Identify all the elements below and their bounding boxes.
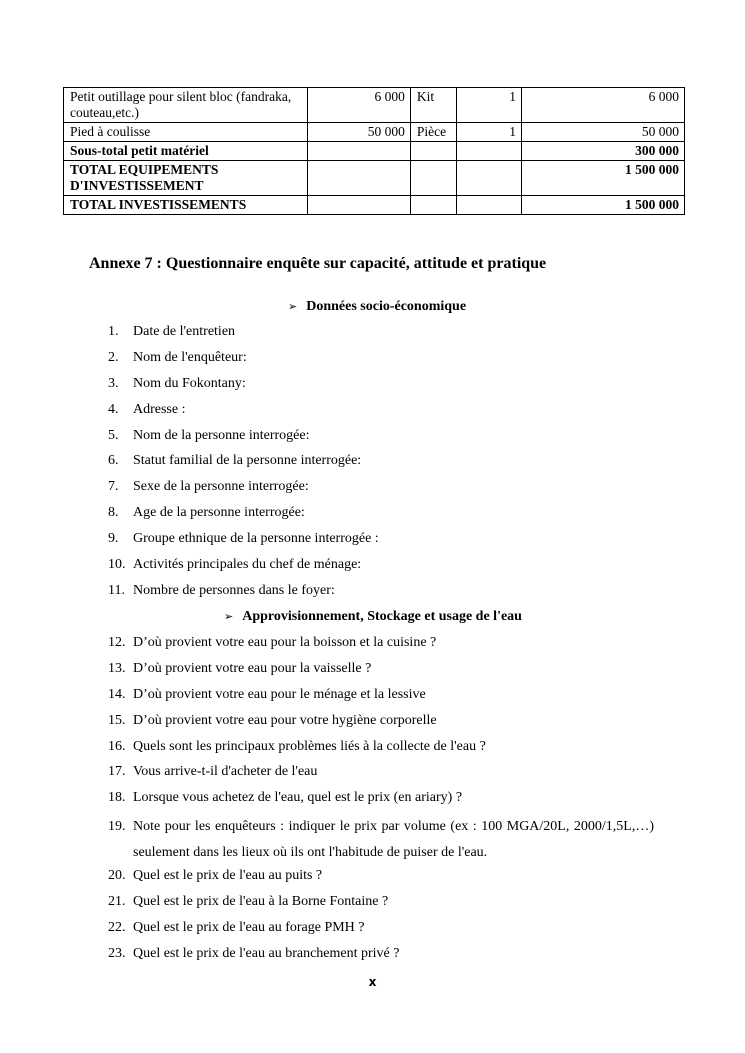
question-number: 7. bbox=[108, 479, 119, 495]
table-cell-label: Sous-total petit matériel bbox=[64, 142, 308, 161]
question-text: D’où provient votre eau pour la boisson et la cuisine ? bbox=[133, 635, 437, 650]
question-item bbox=[108, 477, 654, 503]
question-text: Nom de la personne interrogée: bbox=[133, 427, 310, 443]
question-item bbox=[108, 762, 654, 788]
question-number: 15. bbox=[108, 712, 126, 728]
table-row bbox=[64, 88, 685, 123]
question-number: 21. bbox=[108, 894, 126, 910]
question-number: 3. bbox=[108, 375, 119, 391]
question-text: D’où provient votre eau pour le ménage et la lessive bbox=[133, 686, 426, 702]
question-text: Adresse : bbox=[133, 401, 186, 417]
question-text: Quel est le prix de l'eau à la Borne Fontaine ? bbox=[133, 894, 389, 910]
question-item bbox=[108, 892, 654, 918]
question-number: 1. bbox=[108, 324, 119, 339]
question-item bbox=[108, 348, 654, 374]
question-text: Nombre de personnes dans le foyer: bbox=[133, 582, 335, 598]
question-number: 13. bbox=[108, 660, 126, 676]
question-text: D’où provient votre eau pour la vaisselle ? bbox=[133, 660, 372, 676]
table-cell-unit-price: 6 000 bbox=[307, 88, 410, 123]
table-cell-label: TOTAL INVESTISSEMENTS bbox=[64, 196, 308, 215]
question-item bbox=[108, 426, 654, 452]
table-cell-unit bbox=[410, 161, 456, 196]
table-cell-unit-price bbox=[307, 161, 410, 196]
question-number: 18. bbox=[108, 790, 126, 806]
table-cell-qty: 1 bbox=[456, 88, 521, 123]
question-number: 4. bbox=[108, 401, 119, 417]
question-text: Age de la personne interrogée: bbox=[133, 505, 305, 521]
section-heading-water-supply bbox=[224, 609, 522, 625]
table-cell-total: 300 000 bbox=[522, 142, 685, 161]
question-number: 2. bbox=[108, 349, 119, 365]
question-text: Nom de l'enquêteur: bbox=[133, 349, 247, 365]
question-item bbox=[108, 451, 654, 477]
question-item bbox=[108, 503, 654, 529]
table-cell-label: TOTAL EQUIPEMENTS D'INVESTISSEMENT bbox=[64, 161, 308, 196]
table-cell-qty bbox=[456, 196, 521, 215]
question-item bbox=[108, 529, 654, 555]
table-row bbox=[64, 123, 685, 142]
question-number: 22. bbox=[108, 920, 126, 936]
question-text: Vous arrive-t-il d'acheter de l'eau bbox=[133, 764, 318, 780]
table-row bbox=[64, 161, 685, 196]
question-text: Statut familial de la personne interrogée: bbox=[133, 453, 362, 469]
table-cell-qty bbox=[456, 142, 521, 161]
question-text: Date de l'entretien bbox=[133, 324, 236, 339]
question-item bbox=[108, 814, 654, 866]
question-item bbox=[108, 374, 654, 400]
arrow-bullet-icon: ➢ bbox=[224, 611, 234, 623]
question-text: Note pour les enquêteurs : indiquer le prix par volume (ex : 100 MGA/20L, 2000/1,5L,…) seulement dans les lieux où ils ont l'habitude de puiser de l'eau. bbox=[133, 819, 654, 861]
question-number: 14. bbox=[108, 686, 126, 702]
table-cell-unit bbox=[410, 196, 456, 215]
question-text: Quel est le prix de l'eau au forage PMH ? bbox=[133, 920, 365, 936]
question-list-water-supply bbox=[108, 633, 654, 970]
table-row bbox=[64, 142, 685, 161]
question-text: Nom du Fokontany: bbox=[133, 375, 246, 391]
question-item bbox=[108, 581, 654, 607]
table-cell-unit-price: 50 000 bbox=[307, 123, 410, 142]
table-cell-total: 1 500 000 bbox=[522, 161, 685, 196]
table-cell-qty bbox=[456, 161, 521, 196]
question-number: 16. bbox=[108, 738, 126, 754]
question-text: Lorsque vous achetez de l'eau, quel est le prix (en ariary) ? bbox=[133, 790, 463, 806]
table-cell-unit-price bbox=[307, 142, 410, 161]
question-number: 23. bbox=[108, 945, 126, 961]
question-text: Quel est le prix de l'eau au puits ? bbox=[133, 868, 323, 884]
question-number: 20. bbox=[108, 868, 126, 884]
question-number: 5. bbox=[108, 427, 119, 443]
question-text: Quel est le prix de l'eau au branchement privé ? bbox=[133, 945, 400, 961]
question-item bbox=[108, 918, 654, 944]
question-text: Sexe de la personne interrogée: bbox=[133, 479, 309, 495]
table-cell-unit-price bbox=[307, 196, 410, 215]
table-cell-label: Pied à coulisse bbox=[64, 123, 308, 142]
arrow-bullet-icon: ➢ bbox=[288, 301, 298, 313]
table-cell-label: Petit outillage pour silent bloc (fandraka, couteau,etc.) bbox=[64, 88, 308, 123]
table-cell-unit: Pièce bbox=[410, 123, 456, 142]
section-title: Approvisionnement, Stockage et usage de l'eau bbox=[242, 609, 522, 624]
question-number: 6. bbox=[108, 453, 119, 469]
question-item bbox=[108, 659, 654, 685]
question-text: D’où provient votre eau pour votre hygiène corporelle bbox=[133, 712, 437, 728]
question-number: 10. bbox=[108, 557, 126, 573]
question-number: 11. bbox=[108, 582, 125, 598]
table-cell-total: 50 000 bbox=[522, 123, 685, 142]
table-cell-unit: Kit bbox=[410, 88, 456, 123]
section-heading-socio-economic bbox=[288, 299, 466, 315]
question-list-socio-economic bbox=[108, 322, 654, 607]
question-item bbox=[108, 685, 654, 711]
question-number: 19. bbox=[108, 819, 126, 835]
question-item bbox=[108, 711, 654, 737]
question-item bbox=[108, 633, 654, 659]
question-number: 9. bbox=[108, 531, 119, 547]
table-cell-qty: 1 bbox=[456, 123, 521, 142]
question-item bbox=[108, 322, 654, 348]
question-item bbox=[108, 788, 654, 814]
question-item bbox=[108, 944, 654, 970]
table-cell-total: 6 000 bbox=[522, 88, 685, 123]
question-number: 17. bbox=[108, 764, 126, 780]
table-cell-unit bbox=[410, 142, 456, 161]
question-text: Groupe ethnique de la personne interrogée : bbox=[133, 531, 379, 547]
investment-table bbox=[63, 87, 685, 215]
table-cell-total: 1 500 000 bbox=[522, 196, 685, 215]
question-number: 8. bbox=[108, 505, 119, 521]
section-title: Données socio-économique bbox=[306, 299, 467, 314]
annex-title: Annexe 7 : Questionnaire enquête sur capacité, attitude et pratique bbox=[89, 255, 547, 272]
question-number: 12. bbox=[108, 635, 126, 650]
question-item bbox=[108, 400, 654, 426]
question-text: Quels sont les principaux problèmes liés à la collecte de l'eau ? bbox=[133, 738, 486, 754]
page-number: x bbox=[368, 975, 377, 989]
question-item bbox=[108, 866, 654, 892]
question-item bbox=[108, 737, 654, 763]
table-row bbox=[64, 196, 685, 215]
question-item bbox=[108, 555, 654, 581]
question-text: Activités principales du chef de ménage: bbox=[133, 557, 362, 573]
